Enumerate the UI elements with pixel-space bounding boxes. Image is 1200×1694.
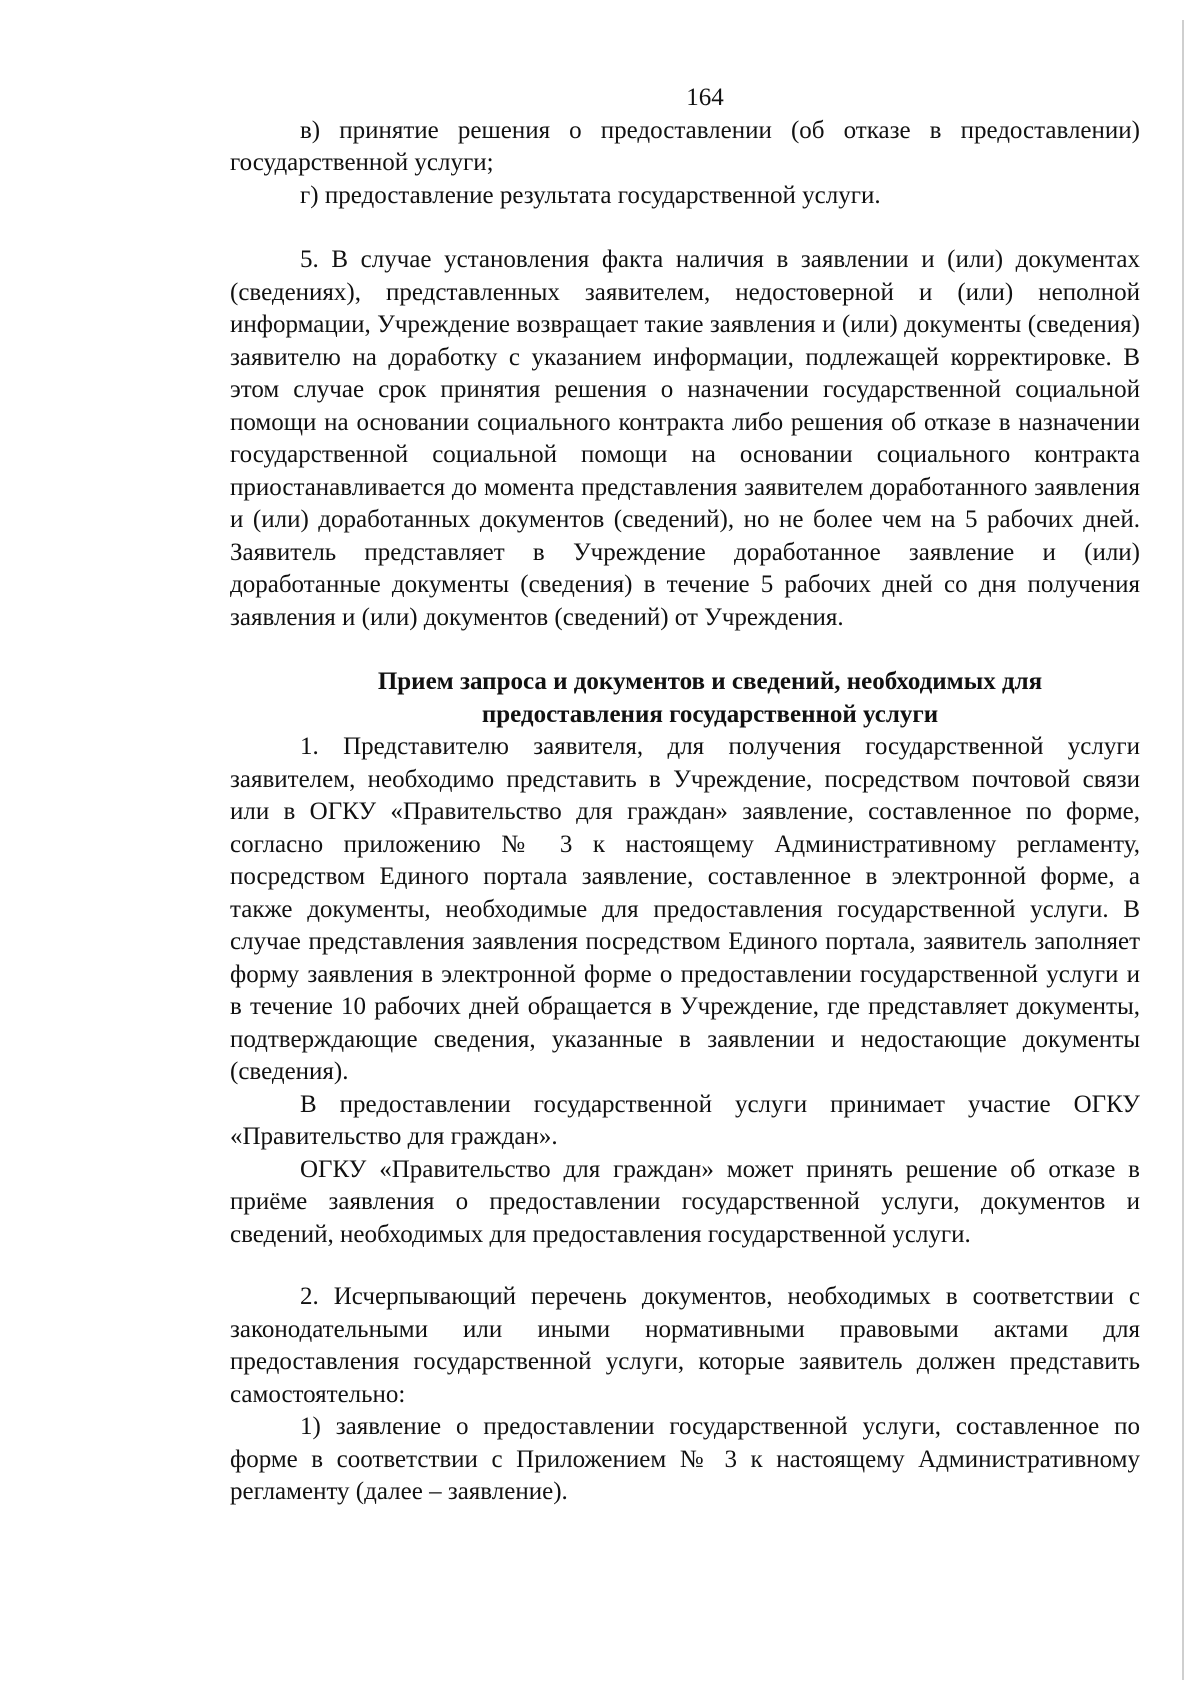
paragraph-participation: В предоставлении государственной услуги принимает участие ОГКУ «Правительство для граждан». bbox=[230, 1090, 1140, 1150]
document-body bbox=[230, 82, 1140, 1509]
paragraph-section-1: 1. Представителю заявителя, для получения государственной услуги заявителем, необходимо представить в Учреждение, посредством почтовой связи или в ОГКУ «Правительство для граждан» заявление, составленное по форме, согласно приложению № 3 к настоящему Административному регламенту, посредством Единого портала заявление, составленное в электронной форме, а также документы, необходимые для предоставления государственной услуги. В случае представления заявления посредством Единого портала, заявитель заполняет форму заявления в электронной форме о предоставлении государственной услуги и в течение 10 рабочих дней обращается в Учреждение, где представляет документы, подтверждающие сведения, указанные в заявлении и недостающие документы (сведения). bbox=[230, 733, 1140, 1085]
paragraph-item-1: 1) заявление о предоставлении государственной услуги, составленное по форме в соответствии с Приложением № 3 к настоящему Административному регламенту (далее – заявление). bbox=[230, 1413, 1140, 1505]
page-number: 164 bbox=[686, 84, 724, 111]
paragraph-item-g: г) предоставление результата государственной услуги. bbox=[300, 181, 881, 209]
spacer bbox=[230, 634, 1140, 666]
section-heading bbox=[230, 666, 1140, 731]
section-heading-line-1: Прием запроса и документов и сведений, необходимых для bbox=[377, 668, 1043, 695]
spacer bbox=[230, 1251, 1140, 1281]
scan-edge-line bbox=[1182, 20, 1184, 1680]
paragraph-section-2: 2. Исчерпывающий перечень документов, необходимых в соответствии с законодательными или иными нормативными правовыми актами для предоставления государственной услуги, которые заявитель должен представить самостоятельно: bbox=[230, 1283, 1140, 1408]
spacer bbox=[230, 212, 1140, 244]
paragraph-section-5: 5. В случае установления факта наличия в заявлении и (или) документах (сведениях), представленных заявителем, недостоверной и (или) неполной информации, Учреждение возвращает такие заявления и (или) документы (сведения) заявителю на доработку с указанием информации, подлежащей корректировке. В этом случае срок принятия решения о назначении государственной социальной помощи на основании социального контракта либо решения об отказе в назначении государственной социальной помощи на основании социального контракта приостанавливается до момента представления заявителем доработанного заявления и (или) доработанных документов (сведений), но не более чем на 5 рабочих дней. Заявитель представляет в Учреждение доработанное заявление и (или) доработанные документы (сведения) в течение 5 рабочих дней со дня получения заявления и (или) документов (сведений) от Учреждения. bbox=[230, 246, 1140, 631]
paragraph-refusal: ОГКУ «Правительство для граждан» может принять решение об отказе в приёме заявления о предоставлении государственной услуги, документов и сведений, необходимых для предоставления государственной услуги. bbox=[230, 1155, 1140, 1248]
section-heading-line-2: предоставления государственной услуги bbox=[481, 700, 939, 728]
paragraph-item-v: в) принятие решения о предоставлении (об отказе в предоставлении) государственной услуги; bbox=[230, 116, 1140, 176]
